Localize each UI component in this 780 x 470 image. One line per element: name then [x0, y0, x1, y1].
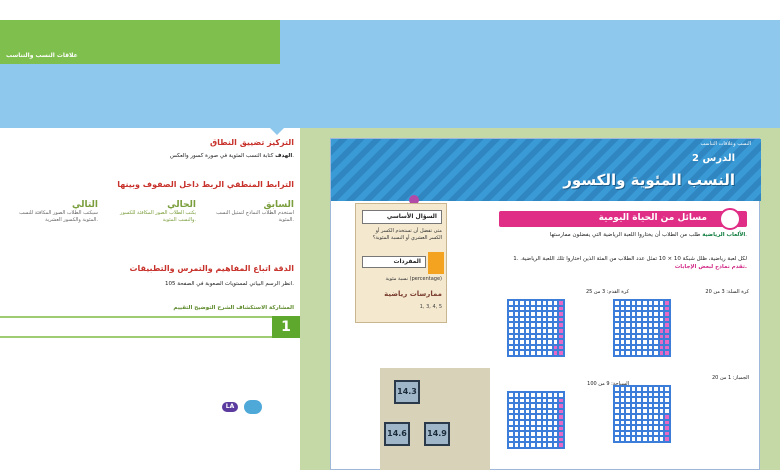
real-life-title: مسائل من الحياة اليومية [598, 213, 707, 223]
coherence-previous [204, 200, 294, 224]
grid-label-gymnastics: الجمباز: 1 من 20 [712, 375, 749, 381]
lesson-header-stripe [331, 139, 761, 201]
vocabulary-term: نسبة مئوية (percentage) [385, 276, 442, 282]
grid-cell [558, 442, 564, 448]
teacher-notes-column [0, 128, 300, 470]
essential-question-note [355, 203, 447, 323]
real-life-intro [499, 231, 747, 239]
next-body: سيكتب الطلاب الصور المكافئة للنسب المئوية والكسور العشرية. [19, 210, 98, 223]
current-body: يكتب الطلاب الصور المكافئة للكسور والنسب المئوية. [120, 210, 196, 223]
grid-cell [664, 350, 670, 356]
grid-basketball [613, 299, 671, 357]
launch-bar-inner [0, 318, 272, 336]
essential-question-body: متى تفضل أن تستخدم الكسر أو الكسر العشري أو النسبة المئوية؟ [372, 228, 442, 241]
rigor-body: انظر الرسم البياني لمستويات الصعوبة في الصفحة 105. [165, 281, 294, 287]
group-people-icon [244, 400, 262, 414]
previous-head: السابق [263, 200, 294, 210]
grid-label-basketball: كرة السلة: 3 من 20 [705, 289, 749, 295]
grid-gymnastics [613, 385, 671, 443]
goal-text: كتابة النسب المئوية في صورة كسور والعكس. [170, 153, 294, 159]
lesson-steps: المشاركة الاستكشاف الشرح التوضيح التقييم [173, 305, 294, 311]
focus-goal [170, 152, 294, 160]
grid-swimming [507, 391, 565, 449]
launch-number: 1 [272, 316, 300, 338]
grid-label-football: كرة القدم: 3 من 25 [585, 289, 629, 295]
lesson-title: النسب المئوية والكسور [563, 171, 735, 189]
coherence-title: الترابط المنطقي الربط داخل الصفوف وبينها [117, 180, 294, 189]
question-1-text: 1. لكل لعبة رياضية، ظلل شبكة 10 × 10 تمثل عدد الطلاب من المئة الذين اختاروا تلك اللعبة الرياضية. [513, 256, 747, 262]
banner-blue [0, 64, 780, 128]
banner-blue-top [280, 20, 780, 64]
lesson-number: الدرس 2 [692, 153, 735, 164]
coherence-current [106, 200, 196, 224]
real-life-header [499, 211, 747, 227]
previous-body: استخدم الطلاب النماذج لتمثيل النسب المئوية. [216, 210, 294, 223]
next-head: التالي [71, 200, 98, 210]
grid-football [507, 299, 565, 357]
card-1: 14.3 [394, 380, 420, 404]
vocabulary-title: المفردات [362, 256, 426, 268]
current-head: الحالي [167, 200, 196, 210]
real-life-lead: الألعاب الرياضية [702, 232, 746, 238]
focus-title: التركيز تضييق النطاق [209, 138, 294, 147]
question-1 [499, 255, 747, 271]
grid-label-swimming: السباحة: 9 من 100 [587, 381, 629, 387]
coherence-next [8, 200, 98, 224]
chapter-label: علاقات النسب والتناسب [6, 52, 78, 59]
essential-question-title: السؤال الأساسي [362, 210, 442, 224]
goal-label: الهدف [275, 153, 293, 159]
rigor-title: الدقة اتباع المفاهيم والتمرس والتطبيقات [129, 264, 294, 273]
real-life-text: طلب من الطلاب أن يختاروا اللعبة الرياضية التي يفضلون ممارستها. [549, 232, 747, 238]
grid-cell [664, 436, 670, 442]
top-margin [0, 0, 780, 20]
math-practices-numbers: 1, 3, 4, 5 [419, 304, 442, 310]
grid-cell [558, 350, 564, 356]
math-practices-title: ممارسات رياضية [384, 290, 442, 298]
question-1-highlight: تقدم نماذج لبعض الإجابات. [674, 264, 747, 270]
vocabulary-icon [428, 252, 444, 274]
cartoon-illustration [380, 368, 490, 470]
card-2: 14.6 [384, 422, 410, 446]
page-topline: النسب وعلاقات التناسب [700, 141, 751, 147]
card-3: 14.9 [424, 422, 450, 446]
la-badge: LA [222, 402, 238, 412]
real-life-icon [719, 208, 741, 230]
